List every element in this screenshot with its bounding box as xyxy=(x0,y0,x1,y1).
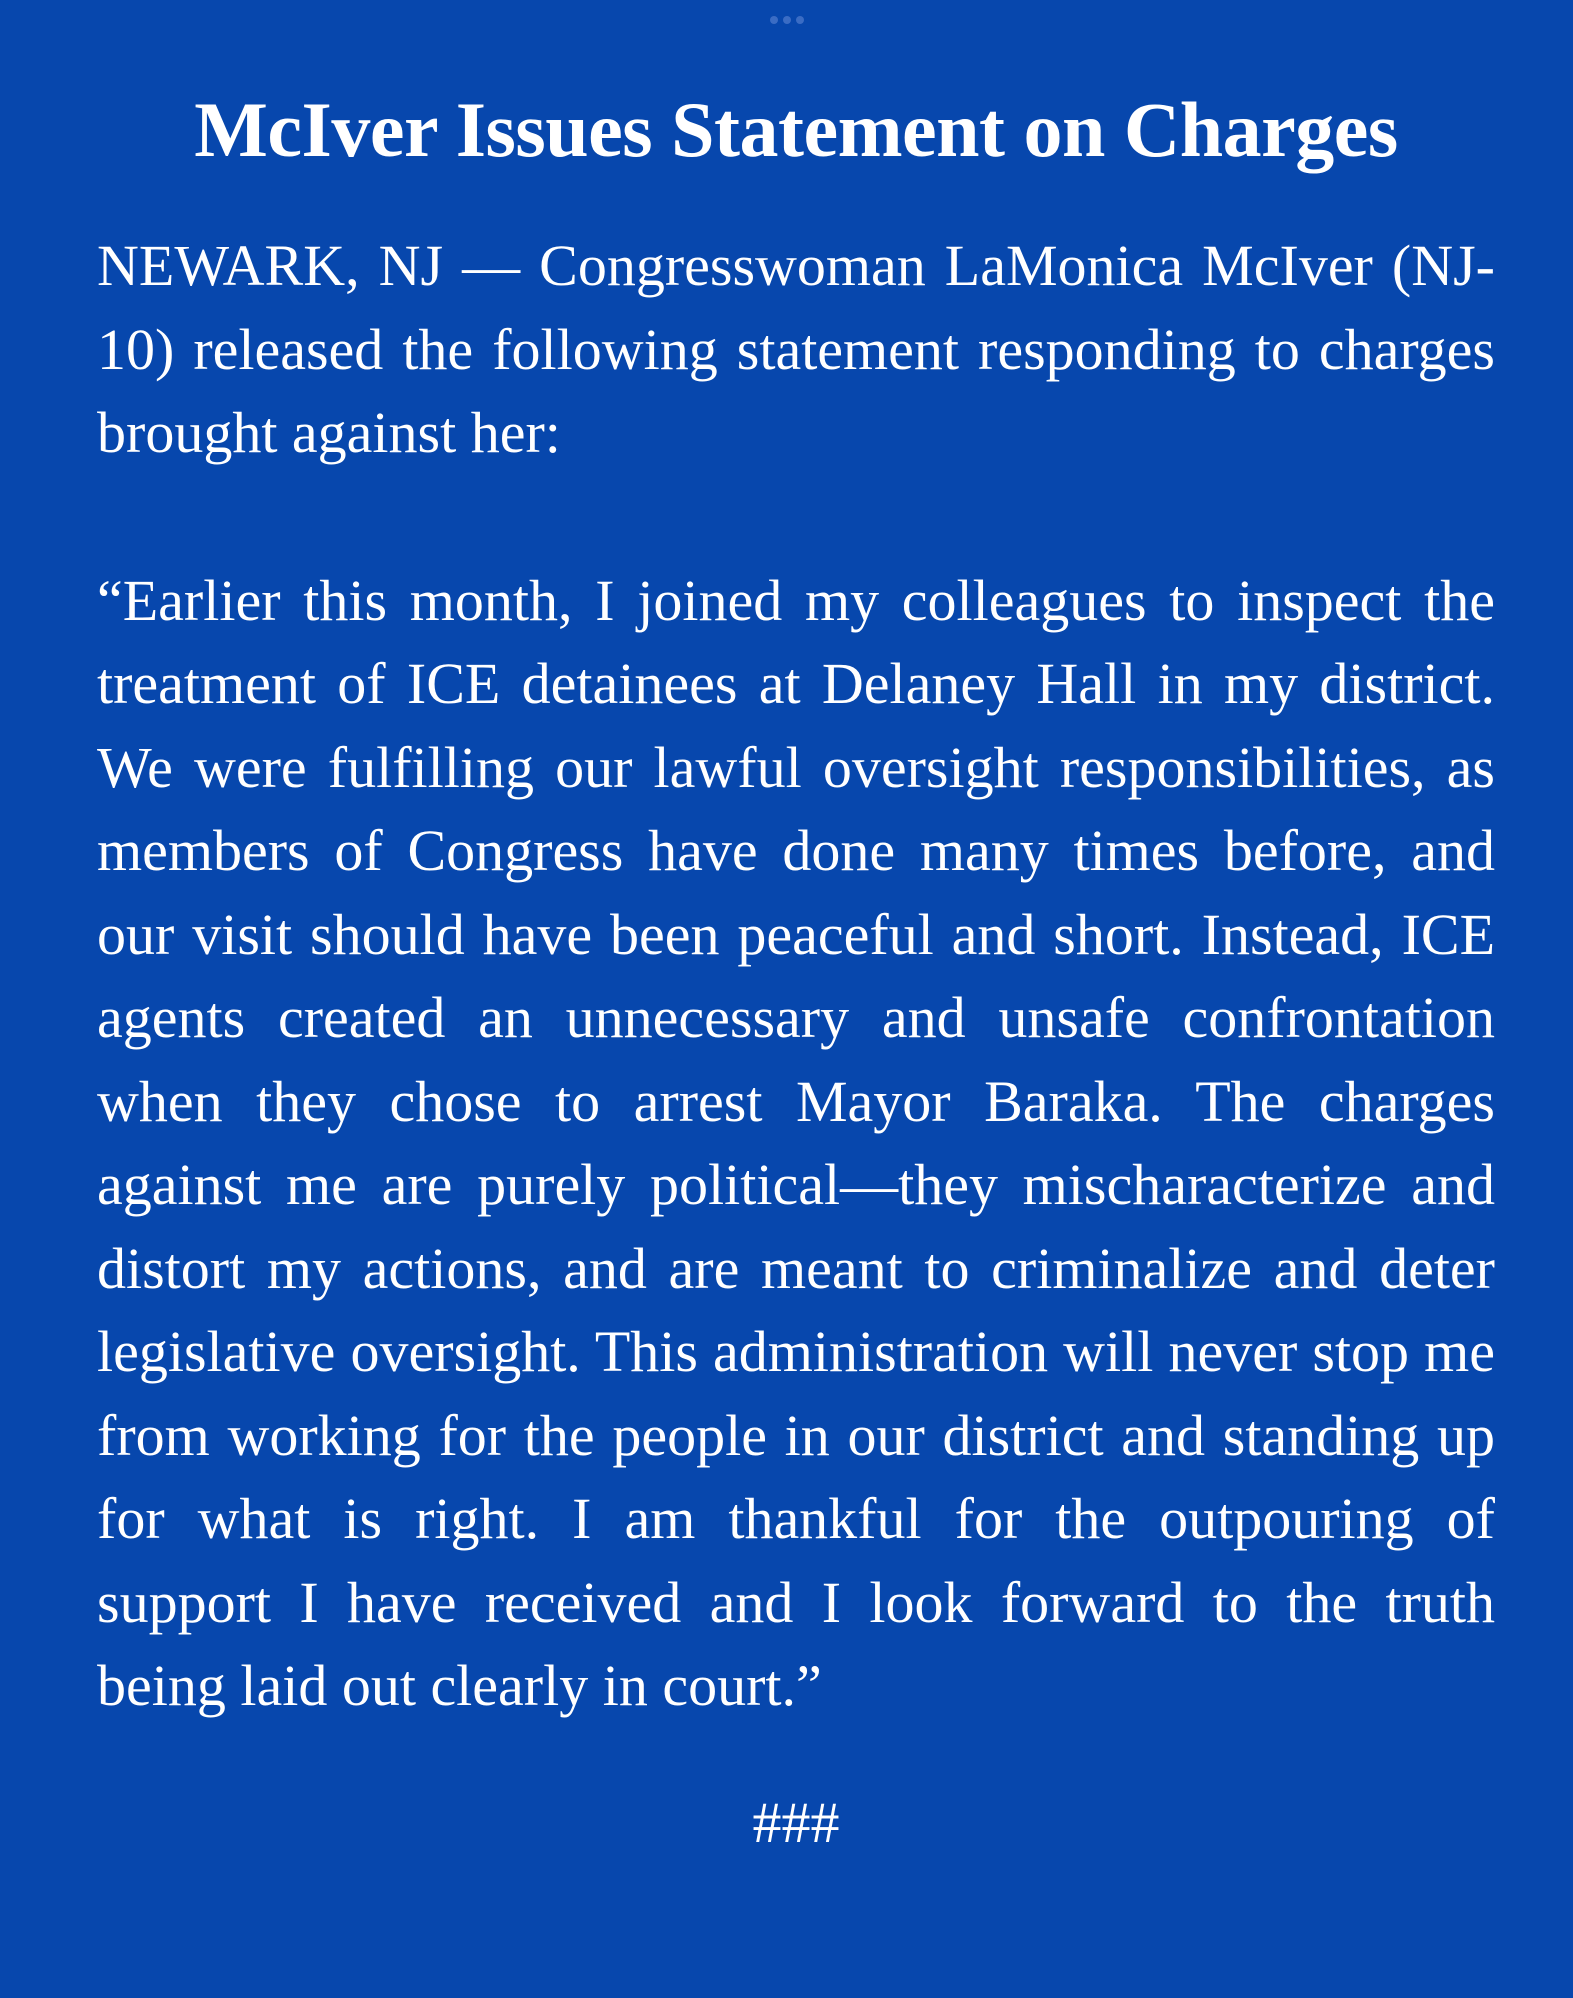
page-title: McIver Issues Statement on Charges xyxy=(194,86,1398,173)
quote-paragraph: “Earlier this month, I joined my colleagues to inspect the treatment of ICE detainees at Delaney Hall in my district. We were fulfilling our lawful oversight responsibilities, as members of Congress have done many times before, and our visit should have been peaceful and short. Instead, ICE agents created an unnecessary and unsafe confrontation when they chose to arrest Mayor Baraka. The charges against me are purely political—they mischaracterize and distort my actions, and are meant to criminalize and deter legislative oversight. This administration will never stop me from working for the people in our district and standing up for what is right. I am thankful for the outpouring of support I have received and I look forward to the truth being laid out clearly in court.” xyxy=(97,567,1495,1718)
intro-paragraph: NEWARK, NJ — Congresswoman LaMonica McIver (NJ-10) released the following statement responding to charges brought against her: xyxy=(97,233,1495,465)
more-dot xyxy=(783,16,791,24)
more-horizontal-icon[interactable] xyxy=(770,16,804,24)
more-dot xyxy=(770,16,778,24)
statement-document xyxy=(97,80,1495,1858)
end-mark: ### xyxy=(752,1789,840,1855)
more-dot xyxy=(796,16,804,24)
